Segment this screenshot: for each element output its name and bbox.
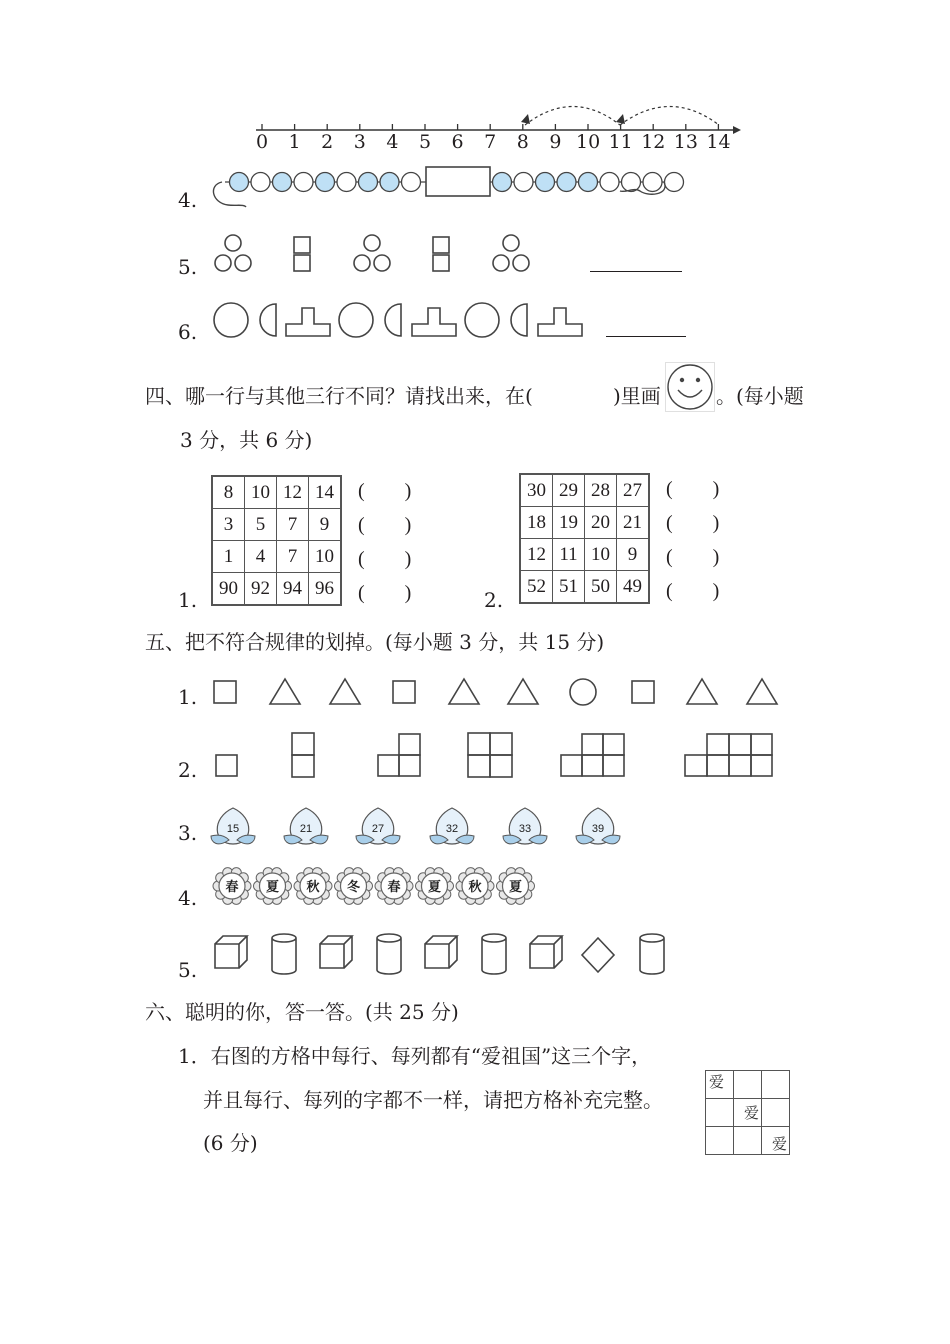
peach-number: 39 [591,823,605,835]
number-line-tick-label: 3 [353,131,366,153]
cylinder-shape [482,934,506,974]
number-line-tick-label: 13 [673,131,698,153]
bead-white [665,173,684,192]
season-flower-icon [213,868,251,905]
grid-cell: 27 [617,474,650,507]
grid-cell: 52 [520,571,553,604]
question-label-4: 4. [178,188,198,212]
question-label-5: 5. [178,255,198,279]
pattern-cube-cylinder[interactable] [0,930,950,980]
answer-paren-2-2[interactable]: ( ) [666,512,720,534]
grid-cell: 30 [520,474,553,507]
grid-cell: 29 [553,474,585,507]
grid-cell: 11 [553,539,585,571]
grid-cell: 19 [553,507,585,539]
bead-white [294,173,313,192]
number-line-tick-label: 10 [576,131,601,153]
number-line-tick-label: 1 [288,131,301,153]
s6-q1-line3: (6 分) [203,1131,258,1155]
season-flower-icon [254,868,292,905]
number-line-tick-label: 7 [484,131,497,153]
grid1-label: 1. [178,588,198,612]
grid-cell: 50 [585,571,617,604]
pattern-circles-squares [0,232,950,282]
grid-cell-3-3 [762,1127,790,1155]
season-flower-icon [375,868,413,905]
s6-q1-line2: 并且每行、每列的字都不一样，请把方格补充完整。 [203,1088,663,1112]
season-word: 夏 [427,880,442,895]
cube-shape [215,936,247,968]
season-word: 夏 [265,880,280,895]
grid-cell: 28 [585,474,617,507]
peach-icon [576,808,620,844]
number-line [0,0,950,160]
season-word: 冬 [346,880,361,895]
bead-blue [557,173,576,192]
number-line-tick-label: 0 [255,131,269,153]
peach-icon [356,808,400,844]
pattern-peaches[interactable] [0,803,950,853]
answer-blank-6[interactable] [606,336,686,337]
grid-cell: 51 [553,571,585,604]
number-line-tick-label: 4 [386,131,399,153]
grid-cell: 14 [309,476,342,509]
grid-cell: 12 [520,539,553,571]
grid-cell: 10 [309,541,342,573]
cube-shape [425,936,457,968]
bead-blue [316,173,335,192]
bead-string [0,155,950,215]
s6-q1-line1: 1．右图的方格中每行、每列都有“爱祖国”这三个字， [178,1044,652,1068]
section4-heading-part3: 。(每小题 [716,384,804,408]
season-word: 秋 [468,880,482,895]
grid-char-ai: 爱 [771,1135,787,1153]
grid-cell: 10 [585,539,617,571]
answer-paren-2-4[interactable]: ( ) [666,580,720,602]
peach-number: 33 [518,823,532,835]
grid-cell: 1 [212,541,245,573]
section6-heading: 六、聪明的你，答一答。(共 25 分) [145,1000,459,1024]
s5-question-label-4: 4. [178,886,198,910]
answer-paren-2-1[interactable]: ( ) [666,478,720,500]
cube-shape [320,936,352,968]
bead-blue [579,173,598,192]
bead-white [514,173,533,192]
section4-heading-part2: )里画 [613,384,661,408]
number-line-tick-label: 6 [451,131,464,153]
diamond-shape [582,938,614,972]
season-flower-icon [416,868,454,905]
bead-white [643,173,662,192]
season-flower-icon [335,868,373,905]
bead-white [402,173,421,192]
question-label-6: 6. [178,320,198,344]
bead-white [600,173,619,192]
grid-cell: 96 [309,573,342,606]
season-word: 秋 [306,880,320,895]
grid-cell: 7 [277,509,309,541]
season-flower-icon [456,868,494,905]
pattern-circle-half-block [0,300,950,350]
number-line-tick-label: 12 [641,131,666,153]
grid-cell: 10 [245,476,277,509]
season-word: 春 [225,880,239,895]
section4-heading-line2: 3 分，共 6 分) [180,428,313,452]
answer-paren-1-3[interactable]: ( ) [358,548,412,570]
grid-cell: 8 [212,476,245,509]
pattern-square-triangle[interactable] [0,675,950,715]
peach-icon [503,808,547,844]
number-line-tick-label: 11 [608,131,633,153]
number-grid-2 [519,473,650,604]
answer-blank-5[interactable] [590,271,682,272]
grid-cell: 4 [245,541,277,573]
bead-white [622,173,641,192]
peach-icon [284,808,328,844]
number-line-tick-label: 14 [706,131,731,153]
peach-number: 32 [445,823,459,835]
grid-cell: 49 [617,571,650,604]
s5-question-label-5: 5. [178,958,198,982]
grid-cell: 21 [617,507,650,539]
peach-icon [211,808,255,844]
season-word: 春 [387,880,401,895]
grid-cell-2-1[interactable] [706,1099,734,1127]
peach-number: 15 [226,823,240,835]
bead-blue [359,173,378,192]
grid-cell-1-3[interactable] [762,1071,790,1099]
season-flower-icon [497,868,535,905]
grid-cell-2-3[interactable] [762,1099,790,1127]
cylinder-shape [640,934,664,974]
peach-number: 21 [299,823,313,835]
number-line-tick-label: 8 [516,131,529,153]
season-flower-icon [294,868,332,905]
smiley-face-icon [665,362,715,412]
peach-icon [430,808,474,844]
bead-white [251,173,270,192]
grid-cell: 9 [617,539,650,571]
answer-paren-1-4[interactable]: ( ) [358,582,412,604]
number-grid-1 [211,475,342,606]
grid-cell: 9 [309,509,342,541]
grid-cell: 3 [212,509,245,541]
bead-blue [230,173,249,192]
grid-cell: 94 [277,573,309,606]
grid-cell: 5 [245,509,277,541]
number-line-tick-label: 9 [549,131,562,153]
cube-shape [530,936,562,968]
bead-blue [380,173,399,192]
grid-char-ai: 爱 [743,1104,759,1122]
bead-blue [493,173,512,192]
grid-cell: 18 [520,507,553,539]
season-word: 夏 [508,880,523,895]
grid-cell: 7 [277,541,309,573]
grid-cell-1-2[interactable] [734,1071,762,1099]
answer-paren-1-1[interactable]: ( ) [358,480,412,502]
number-line-tick-label: 2 [321,131,334,153]
pattern-season-flowers[interactable] [0,864,950,908]
grid-char-ai: 爱 [709,1073,725,1091]
answer-paren-2-3[interactable]: ( ) [666,546,720,568]
number-line-tick-label: 5 [418,131,432,153]
love-country-grid [705,1070,790,1155]
grid-cell: 92 [245,573,277,606]
grid-cell-2-2 [734,1099,762,1127]
grid2-label: 2. [484,588,504,612]
answer-paren-1-2[interactable]: ( ) [358,514,412,536]
grid-cell-1-1 [706,1071,734,1099]
s5-question-label-1: 1. [178,685,198,709]
grid-cell: 12 [277,476,309,509]
s5-question-label-2: 2. [178,758,198,782]
section4-heading-part1: 四、哪一行与其他三行不同？请找出来，在( [145,384,533,408]
grid-cell-3-1[interactable] [706,1127,734,1155]
cylinder-shape [377,934,401,974]
grid-cell-3-2[interactable] [734,1127,762,1155]
s5-question-label-3: 3. [178,821,198,845]
pattern-square-grids[interactable] [0,728,950,788]
cylinder-shape [272,934,296,974]
bead-white [337,173,356,192]
bead-blue [536,173,555,192]
grid-cell: 20 [585,507,617,539]
grid-cell: 90 [212,573,245,606]
peach-number: 27 [371,823,385,835]
bead-blue [273,173,292,192]
section5-heading: 五、把不符合规律的划掉。(每小题 3 分，共 15 分) [145,630,605,654]
